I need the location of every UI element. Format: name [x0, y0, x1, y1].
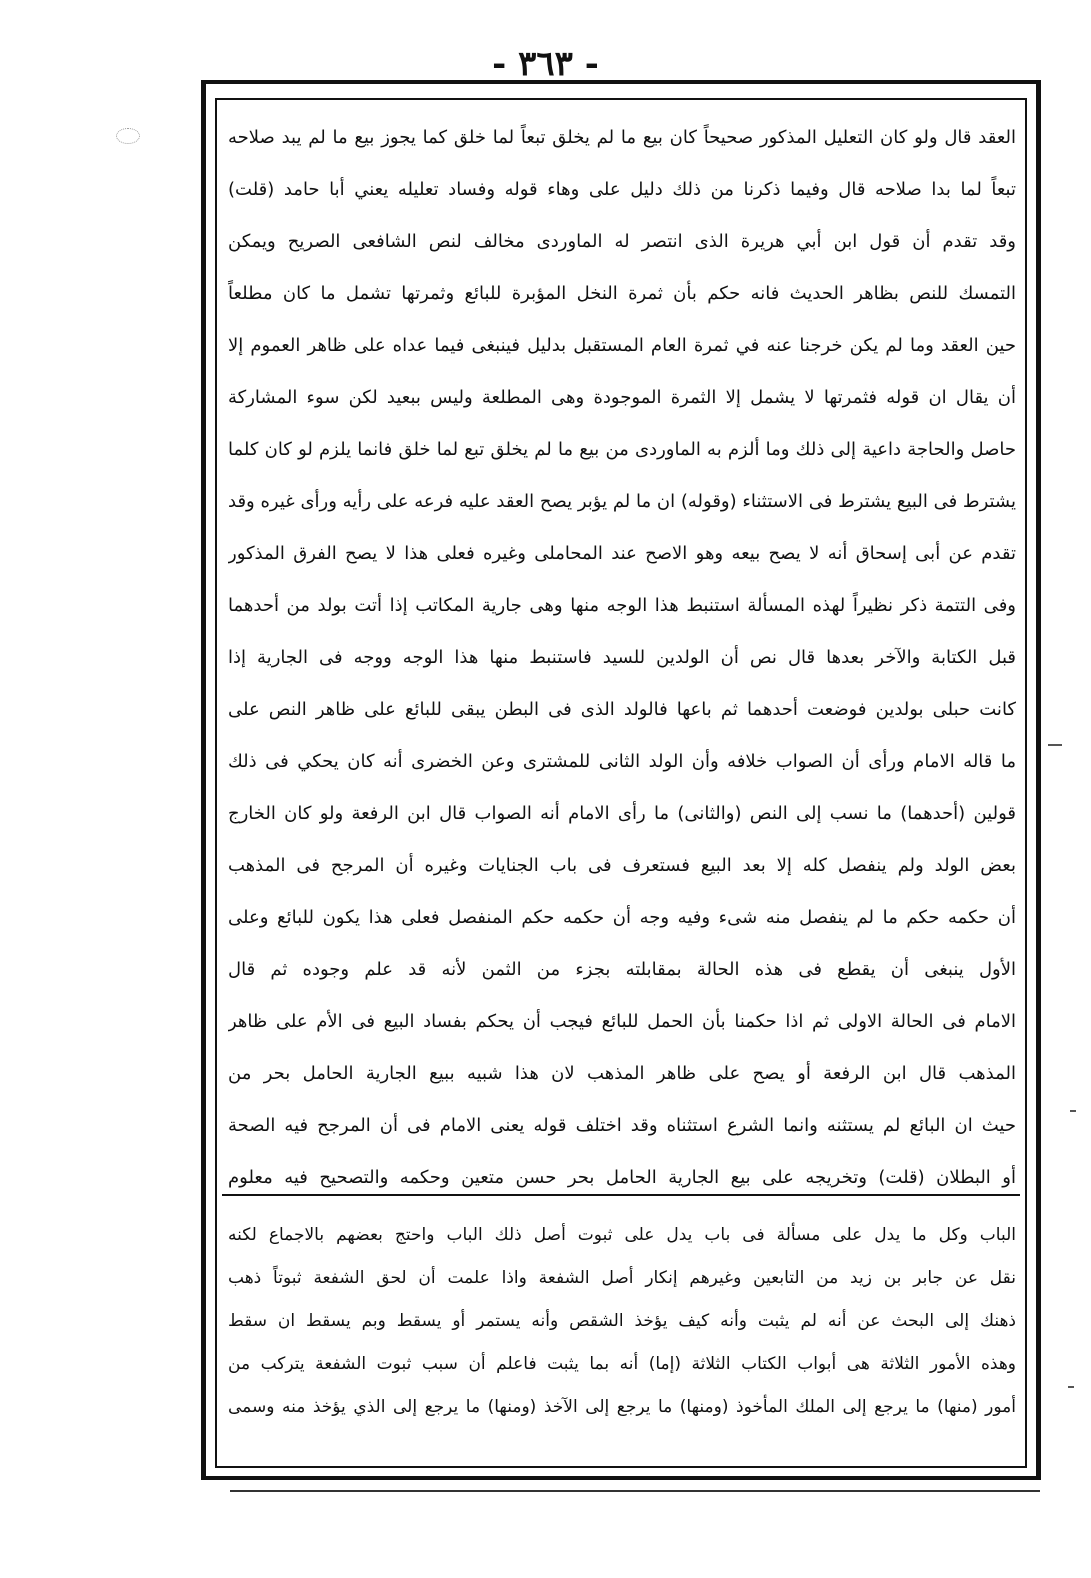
footnote-line: وهذه الأمور الثلاثة هى أبواب الكتاب الثلاثة (إما) أنه بما يثبت فاعلم أن سبب ثبوت الشفعة يتركب من	[228, 1354, 1016, 1374]
footnote-line: نقل عن جابر بن زيد من التابعين وغيرهم إنكار أصل الشفعة واذا علمت أن لحق الشفعة ثبوتاً ذهب	[228, 1268, 1016, 1288]
text-line: حيث ان البائع لم يستثنه وانما الشرع استثناه وقد اختلف قوله يعنى الامام فى أن المرجح فيه الصحة	[228, 1115, 1016, 1136]
margin-mark	[1048, 744, 1062, 746]
text-line: العقد قال ولو كان التعليل المذكور صحيحاً كان بيع ما لم يخلق تبعاً لما خلق كما يجوز بيع ما لم يبد صلاحه	[228, 127, 1016, 148]
footnote-line: أمور (منها) ما يرجع إلى الملك المأخوذ (ومنها) ما يرجع إلى الآخذ (ومنها) ما يرجع إلى الذي يؤخذ منه وسمى	[228, 1397, 1016, 1417]
footnote-line: الباب وكل ما يدل على مسألة فى باب يدل على ثبوت أصل ذلك الباب واحتج بعضهم بالاجماع لكنه	[228, 1225, 1016, 1245]
margin-mark	[1068, 1386, 1074, 1388]
footnote-block	[228, 1214, 1016, 1464]
footnote-separator	[222, 1194, 1020, 1196]
text-line: الامام فى الحالة الاولى ثم اذا حكمنا بأن الحمل للبائع فيجب أن يحكم بفساد البيع فى الأم على ظاهر	[228, 1011, 1016, 1032]
paper-stain	[116, 128, 140, 144]
main-text-block	[228, 112, 1016, 1188]
text-line: قولين (أحدهما) ما نسب إلى النص (والثانى) ما رأى الامام أنه الصواب قال ابن الرفعة ولو كان الخارج	[228, 803, 1016, 824]
text-line: أو البطلان (قلت) وتخريجه على بيع الجارية الحامل بحر حسن متعين وحكمه والتصحيح فيه معلوم	[228, 1167, 1016, 1188]
page-number: - ٣٦٣ -	[492, 44, 599, 84]
text-line: التمسك للنص بظاهر الحديث فانه حكم بأن ثمرة النخل المؤبرة للبائع وثمرتها تشمل ما كان مطلعاً	[228, 283, 1016, 304]
text-line: تقدم عن أبى إسحاق أنه لا يصح بيعه وهو الاصح عند المحاملى وغيره فعلى هذا لا يصح الفرق المذكور	[228, 543, 1016, 564]
footnote-line: ذهنك إلى البحث عن أنه لم يثبت وأنه كيف يؤخذ الشقص وأنه يستمر أو يسقط وبم يسقط ان سقط	[228, 1311, 1016, 1331]
text-line: حاصل والحاجة داعية إلى ذلك وما ألزم به الماوردى من بيع ما لم يخلق تبع لما خلق فانما يلزم لو كان كلما	[228, 439, 1016, 460]
text-line: تبعاً لما بدا صلاحه قال وفيما ذكرنا من ذلك دليل على وهاء قوله وفساد تعليله يعني أبا حامد (قلت)	[228, 179, 1016, 200]
text-line: كانت حبلى بولدين فوضعت أحدهما ثم باعها فالولد الذى فى البطن يبقى للبائع على ظاهر النص على	[228, 699, 1016, 720]
text-line: يشترط فى البيع يشترط فى الاستثناء (وقوله) ان ما لم يؤبر يصح العقد عليه فرعه على رأيه ورأى غيره وقد	[228, 491, 1016, 512]
text-line: الأول ينبغى أن يقطع فى هذه الحالة بمقابلته بجزء من الثمن لأنه قد علم وجوده ثم قال	[228, 959, 1016, 980]
text-line: حين العقد وما لم يكن خرجنا عنه في ثمرة العام المستقبل بدليل فينبغى فيما عداه على ظاهر العموم إلا	[228, 335, 1016, 356]
text-line: وفى التتمة ذكر نظيراً لهذه المسألة استنبط هذا الوجه منها وهى جارية المكاتب إذا أتت بولد من أحدهما	[228, 595, 1016, 616]
text-line: المذهب قال ابن الرفعة أو يصح على ظاهر المذهب لان هذا شبيه ببيع الجارية الحامل بحر من	[228, 1063, 1016, 1084]
text-line: ما قاله الامام ورأى أن الصواب خلافه وأن الولد الثانى للمشترى وعن الخضرى أنه كان يحكي فى ذلك	[228, 751, 1016, 772]
text-line: قبل الكتابة والآخر بعدها قال نص أن الولدين للسيد فاستنبط منها هذا الوجه ووجه فى الجارية إذا	[228, 647, 1016, 668]
text-line: وقد تقدم أن قول ابن أبي هريرة الذى انتصر له الماوردى مخالف لنص الشافعى الصريح ويمكن	[228, 231, 1016, 252]
text-line: أن يقال ان قوله فثمرتها لا يشمل إلا الثمرة الموجودة وهى المطلعة وليس ببعيد لكن سوء المشاركة	[228, 387, 1016, 408]
margin-mark	[1070, 1110, 1076, 1112]
text-line: أن حكمه حكم ما لم ينفصل منه شىء وفيه وجه أن حكمه حكم المنفصل فعلى هذا يكون للبائع وعلى	[228, 907, 1016, 928]
text-line: بعض الولد ولم ينفصل كله إلا بعد البيع فستعرف فى باب الجنايات وغيره أن المرجح فى المذهب	[228, 855, 1016, 876]
bottom-rule	[230, 1490, 1040, 1492]
